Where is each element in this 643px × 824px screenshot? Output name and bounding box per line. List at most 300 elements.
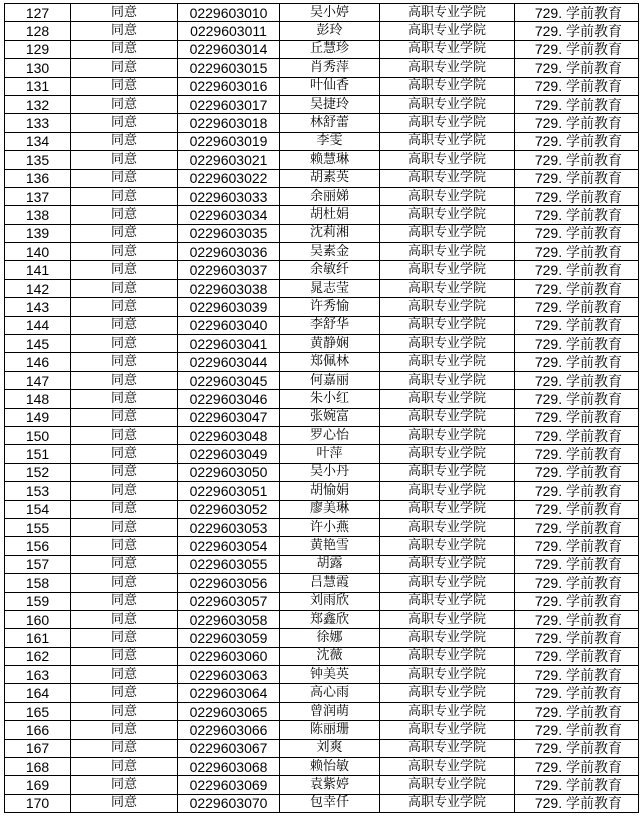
approval-status-cell: 同意: [71, 206, 178, 224]
row-number-cell: 164: [5, 684, 71, 702]
major-cell: 729. 学前教育: [515, 243, 639, 261]
approval-status-cell: 同意: [71, 463, 178, 481]
major-cell: 729. 学前教育: [515, 132, 639, 150]
table-row: [5, 610, 639, 628]
college-cell: 高职专业学院: [380, 4, 515, 22]
major-cell: 729. 学前教育: [515, 224, 639, 242]
table-row: [5, 500, 639, 518]
approval-status-cell: 同意: [71, 518, 178, 536]
major-cell: 729. 学前教育: [515, 794, 639, 812]
row-number-cell: 137: [5, 187, 71, 205]
college-cell: 高职专业学院: [380, 408, 515, 426]
college-cell: 高职专业学院: [380, 261, 515, 279]
student-name-cell: 赖怡敏: [280, 758, 380, 776]
row-number-cell: 165: [5, 702, 71, 720]
college-cell: 高职专业学院: [380, 243, 515, 261]
approval-status-cell: 同意: [71, 279, 178, 297]
student-name-cell: 朱小红: [280, 390, 380, 408]
approval-status-cell: 同意: [71, 77, 178, 95]
row-number-cell: 127: [5, 4, 71, 22]
student-id-cell: 0229603021: [178, 151, 280, 169]
student-name-cell: 叶仙香: [280, 77, 380, 95]
student-id-cell: 0229603070: [178, 794, 280, 812]
college-cell: 高职专业学院: [380, 463, 515, 481]
row-number-cell: 128: [5, 22, 71, 40]
approval-status-cell: 同意: [71, 794, 178, 812]
table-row: [5, 702, 639, 720]
row-number-cell: 142: [5, 279, 71, 297]
approval-status-cell: 同意: [71, 261, 178, 279]
student-id-cell: 0229603067: [178, 739, 280, 757]
row-number-cell: 129: [5, 40, 71, 58]
college-cell: 高职专业学院: [380, 739, 515, 757]
student-id-cell: 0229603016: [178, 77, 280, 95]
row-number-cell: 133: [5, 114, 71, 132]
college-cell: 高职专业学院: [380, 482, 515, 500]
row-number-cell: 153: [5, 482, 71, 500]
approval-status-cell: 同意: [71, 151, 178, 169]
student-name-cell: 陈丽珊: [280, 721, 380, 739]
student-name-cell: 余敏纤: [280, 261, 380, 279]
table-row: [5, 574, 639, 592]
table-row: [5, 224, 639, 242]
row-number-cell: 160: [5, 610, 71, 628]
student-id-cell: 0229603068: [178, 758, 280, 776]
student-id-cell: 0229603038: [178, 279, 280, 297]
table-row: [5, 390, 639, 408]
row-number-cell: 145: [5, 335, 71, 353]
student-name-cell: 吴素金: [280, 243, 380, 261]
row-number-cell: 167: [5, 739, 71, 757]
major-cell: 729. 学前教育: [515, 592, 639, 610]
table-row: [5, 95, 639, 113]
student-id-cell: 0229603011: [178, 22, 280, 40]
student-name-cell: 郑佩林: [280, 353, 380, 371]
table-row: [5, 482, 639, 500]
student-name-cell: 高心雨: [280, 684, 380, 702]
row-number-cell: 162: [5, 647, 71, 665]
approval-status-cell: 同意: [71, 702, 178, 720]
major-cell: 729. 学前教育: [515, 4, 639, 22]
row-number-cell: 158: [5, 574, 71, 592]
college-cell: 高职专业学院: [380, 629, 515, 647]
major-cell: 729. 学前教育: [515, 206, 639, 224]
student-name-cell: 吴捷玲: [280, 95, 380, 113]
student-id-cell: 0229603039: [178, 298, 280, 316]
table-row: [5, 279, 639, 297]
student-id-cell: 0229603056: [178, 574, 280, 592]
approval-status-cell: 同意: [71, 555, 178, 573]
row-number-cell: 149: [5, 408, 71, 426]
major-cell: 729. 学前教育: [515, 261, 639, 279]
student-id-cell: 0229603047: [178, 408, 280, 426]
major-cell: 729. 学前教育: [515, 77, 639, 95]
approval-status-cell: 同意: [71, 721, 178, 739]
college-cell: 高职专业学院: [380, 518, 515, 536]
table-row: [5, 463, 639, 481]
college-cell: 高职专业学院: [380, 426, 515, 444]
table-row: [5, 592, 639, 610]
student-id-cell: 0229603018: [178, 114, 280, 132]
college-cell: 高职专业学院: [380, 151, 515, 169]
college-cell: 高职专业学院: [380, 776, 515, 794]
table-row: [5, 371, 639, 389]
approval-status-cell: 同意: [71, 169, 178, 187]
major-cell: 729. 学前教育: [515, 537, 639, 555]
table-row: [5, 22, 639, 40]
table-row: [5, 298, 639, 316]
row-number-cell: 161: [5, 629, 71, 647]
college-cell: 高职专业学院: [380, 702, 515, 720]
college-cell: 高职专业学院: [380, 279, 515, 297]
approval-status-cell: 同意: [71, 537, 178, 555]
major-cell: 729. 学前教育: [515, 408, 639, 426]
approval-status-cell: 同意: [71, 776, 178, 794]
major-cell: 729. 学前教育: [515, 390, 639, 408]
approval-status-cell: 同意: [71, 739, 178, 757]
table-row: [5, 114, 639, 132]
student-id-cell: 0229603046: [178, 390, 280, 408]
student-name-cell: 余丽娣: [280, 187, 380, 205]
student-name-cell: 曾润萌: [280, 702, 380, 720]
row-number-cell: 134: [5, 132, 71, 150]
row-number-cell: 140: [5, 243, 71, 261]
row-number-cell: 135: [5, 151, 71, 169]
student-id-cell: 0229603041: [178, 335, 280, 353]
major-cell: 729. 学前教育: [515, 151, 639, 169]
major-cell: 729. 学前教育: [515, 739, 639, 757]
approval-status-cell: 同意: [71, 243, 178, 261]
college-cell: 高职专业学院: [380, 187, 515, 205]
approval-status-cell: 同意: [71, 426, 178, 444]
row-number-cell: 168: [5, 758, 71, 776]
major-cell: 729. 学前教育: [515, 187, 639, 205]
major-cell: 729. 学前教育: [515, 574, 639, 592]
college-cell: 高职专业学院: [380, 169, 515, 187]
student-id-cell: 0229603044: [178, 353, 280, 371]
college-cell: 高职专业学院: [380, 537, 515, 555]
student-name-cell: 钟美英: [280, 666, 380, 684]
approval-status-cell: 同意: [71, 647, 178, 665]
major-cell: 729. 学前教育: [515, 353, 639, 371]
college-cell: 高职专业学院: [380, 647, 515, 665]
approval-status-cell: 同意: [71, 666, 178, 684]
student-name-cell: 胡露: [280, 555, 380, 573]
college-cell: 高职专业学院: [380, 721, 515, 739]
row-number-cell: 136: [5, 169, 71, 187]
student-name-cell: 刘爽: [280, 739, 380, 757]
student-id-cell: 0229603063: [178, 666, 280, 684]
major-cell: 729. 学前教育: [515, 482, 639, 500]
student-name-cell: 沈莉湘: [280, 224, 380, 242]
table-row: [5, 739, 639, 757]
college-cell: 高职专业学院: [380, 610, 515, 628]
major-cell: 729. 学前教育: [515, 758, 639, 776]
student-id-cell: 0229603048: [178, 426, 280, 444]
student-id-cell: 0229603052: [178, 500, 280, 518]
approval-status-cell: 同意: [71, 390, 178, 408]
major-cell: 729. 学前教育: [515, 371, 639, 389]
student-id-cell: 0229603037: [178, 261, 280, 279]
row-number-cell: 132: [5, 95, 71, 113]
student-id-cell: 0229603066: [178, 721, 280, 739]
student-name-cell: 郑鑫欣: [280, 610, 380, 628]
major-cell: 729. 学前教育: [515, 684, 639, 702]
row-number-cell: 143: [5, 298, 71, 316]
row-number-cell: 154: [5, 500, 71, 518]
student-name-cell: 胡杜娟: [280, 206, 380, 224]
college-cell: 高职专业学院: [380, 40, 515, 58]
student-name-cell: 赖慧琳: [280, 151, 380, 169]
student-list-table: [4, 3, 639, 813]
table-row: [5, 794, 639, 812]
major-cell: 729. 学前教育: [515, 500, 639, 518]
row-number-cell: 151: [5, 445, 71, 463]
student-id-cell: 0229603036: [178, 243, 280, 261]
student-name-cell: 李雯: [280, 132, 380, 150]
college-cell: 高职专业学院: [380, 371, 515, 389]
student-id-cell: 0229603050: [178, 463, 280, 481]
major-cell: 729. 学前教育: [515, 702, 639, 720]
college-cell: 高职专业学院: [380, 59, 515, 77]
student-name-cell: 廖美琳: [280, 500, 380, 518]
college-cell: 高职专业学院: [380, 353, 515, 371]
row-number-cell: 148: [5, 390, 71, 408]
student-id-cell: 0229603049: [178, 445, 280, 463]
student-id-cell: 0229603034: [178, 206, 280, 224]
student-id-cell: 0229603065: [178, 702, 280, 720]
approval-status-cell: 同意: [71, 4, 178, 22]
table-row: [5, 629, 639, 647]
student-name-cell: 胡愉娟: [280, 482, 380, 500]
approval-status-cell: 同意: [71, 371, 178, 389]
college-cell: 高职专业学院: [380, 206, 515, 224]
student-id-cell: 0229603051: [178, 482, 280, 500]
college-cell: 高职专业学院: [380, 684, 515, 702]
major-cell: 729. 学前教育: [515, 721, 639, 739]
student-name-cell: 李舒华: [280, 316, 380, 334]
row-number-cell: 139: [5, 224, 71, 242]
table-row: [5, 353, 639, 371]
table-row: [5, 555, 639, 573]
row-number-cell: 144: [5, 316, 71, 334]
row-number-cell: 138: [5, 206, 71, 224]
major-cell: 729. 学前教育: [515, 335, 639, 353]
college-cell: 高职专业学院: [380, 445, 515, 463]
approval-status-cell: 同意: [71, 40, 178, 58]
table-row: [5, 537, 639, 555]
major-cell: 729. 学前教育: [515, 298, 639, 316]
student-id-cell: 0229603014: [178, 40, 280, 58]
student-id-cell: 0229603015: [178, 59, 280, 77]
approval-status-cell: 同意: [71, 610, 178, 628]
college-cell: 高职专业学院: [380, 132, 515, 150]
college-cell: 高职专业学院: [380, 390, 515, 408]
college-cell: 高职专业学院: [380, 224, 515, 242]
table-row: [5, 206, 639, 224]
approval-status-cell: 同意: [71, 758, 178, 776]
major-cell: 729. 学前教育: [515, 518, 639, 536]
row-number-cell: 147: [5, 371, 71, 389]
major-cell: 729. 学前教育: [515, 114, 639, 132]
college-cell: 高职专业学院: [380, 500, 515, 518]
row-number-cell: 155: [5, 518, 71, 536]
row-number-cell: 146: [5, 353, 71, 371]
student-id-cell: 0229603057: [178, 592, 280, 610]
table-row: [5, 445, 639, 463]
college-cell: 高职专业学院: [380, 77, 515, 95]
major-cell: 729. 学前教育: [515, 445, 639, 463]
student-name-cell: 晁志莹: [280, 279, 380, 297]
table-row: [5, 243, 639, 261]
student-id-cell: 0229603053: [178, 518, 280, 536]
row-number-cell: 163: [5, 666, 71, 684]
approval-status-cell: 同意: [71, 353, 178, 371]
row-number-cell: 156: [5, 537, 71, 555]
student-name-cell: 刘雨欣: [280, 592, 380, 610]
major-cell: 729. 学前教育: [515, 169, 639, 187]
college-cell: 高职专业学院: [380, 555, 515, 573]
table-row: [5, 721, 639, 739]
student-id-cell: 0229603055: [178, 555, 280, 573]
major-cell: 729. 学前教育: [515, 629, 639, 647]
table-row: [5, 426, 639, 444]
college-cell: 高职专业学院: [380, 666, 515, 684]
college-cell: 高职专业学院: [380, 592, 515, 610]
table-row: [5, 316, 639, 334]
college-cell: 高职专业学院: [380, 335, 515, 353]
table-row: [5, 647, 639, 665]
student-id-cell: 0229603045: [178, 371, 280, 389]
table-row: [5, 77, 639, 95]
approval-status-cell: 同意: [71, 574, 178, 592]
major-cell: 729. 学前教育: [515, 40, 639, 58]
table-row: [5, 261, 639, 279]
student-id-cell: 0229603059: [178, 629, 280, 647]
college-cell: 高职专业学院: [380, 574, 515, 592]
approval-status-cell: 同意: [71, 684, 178, 702]
table-row: [5, 335, 639, 353]
approval-status-cell: 同意: [71, 224, 178, 242]
approval-status-cell: 同意: [71, 95, 178, 113]
college-cell: 高职专业学院: [380, 95, 515, 113]
student-name-cell: 黄艳雪: [280, 537, 380, 555]
major-cell: 729. 学前教育: [515, 776, 639, 794]
row-number-cell: 169: [5, 776, 71, 794]
student-id-cell: 0229603019: [178, 132, 280, 150]
table-row: [5, 59, 639, 77]
major-cell: 729. 学前教育: [515, 59, 639, 77]
table-row: [5, 4, 639, 22]
table-row: [5, 684, 639, 702]
table-row: [5, 518, 639, 536]
student-name-cell: 丘慧珍: [280, 40, 380, 58]
student-name-cell: 包幸仟: [280, 794, 380, 812]
student-id-cell: 0229603060: [178, 647, 280, 665]
row-number-cell: 166: [5, 721, 71, 739]
major-cell: 729. 学前教育: [515, 316, 639, 334]
student-name-cell: 罗心怡: [280, 426, 380, 444]
major-cell: 729. 学前教育: [515, 95, 639, 113]
table-row: [5, 666, 639, 684]
college-cell: 高职专业学院: [380, 114, 515, 132]
student-name-cell: 彭玲: [280, 22, 380, 40]
major-cell: 729. 学前教育: [515, 610, 639, 628]
table-row: [5, 169, 639, 187]
table-row: [5, 776, 639, 794]
approval-status-cell: 同意: [71, 500, 178, 518]
student-name-cell: 吴小丹: [280, 463, 380, 481]
row-number-cell: 130: [5, 59, 71, 77]
college-cell: 高职专业学院: [380, 316, 515, 334]
approval-status-cell: 同意: [71, 22, 178, 40]
major-cell: 729. 学前教育: [515, 666, 639, 684]
approval-status-cell: 同意: [71, 132, 178, 150]
row-number-cell: 150: [5, 426, 71, 444]
approval-status-cell: 同意: [71, 59, 178, 77]
college-cell: 高职专业学院: [380, 758, 515, 776]
table-row: [5, 758, 639, 776]
student-name-cell: 许小燕: [280, 518, 380, 536]
approval-status-cell: 同意: [71, 335, 178, 353]
student-name-cell: 张婉富: [280, 408, 380, 426]
student-name-cell: 黄静娴: [280, 335, 380, 353]
student-name-cell: 叶萍: [280, 445, 380, 463]
student-name-cell: 徐娜: [280, 629, 380, 647]
row-number-cell: 157: [5, 555, 71, 573]
approval-status-cell: 同意: [71, 187, 178, 205]
student-name-cell: 沈薇: [280, 647, 380, 665]
table-row: [5, 40, 639, 58]
student-id-cell: 0229603064: [178, 684, 280, 702]
student-id-cell: 0229603010: [178, 4, 280, 22]
college-cell: 高职专业学院: [380, 298, 515, 316]
student-id-cell: 0229603033: [178, 187, 280, 205]
student-id-cell: 0229603040: [178, 316, 280, 334]
college-cell: 高职专业学院: [380, 22, 515, 40]
approval-status-cell: 同意: [71, 298, 178, 316]
table-row: [5, 151, 639, 169]
approval-status-cell: 同意: [71, 408, 178, 426]
approval-status-cell: 同意: [71, 445, 178, 463]
approval-status-cell: 同意: [71, 592, 178, 610]
table-row: [5, 408, 639, 426]
approval-status-cell: 同意: [71, 316, 178, 334]
student-id-cell: 0229603022: [178, 169, 280, 187]
student-id-cell: 0229603069: [178, 776, 280, 794]
row-number-cell: 152: [5, 463, 71, 481]
student-id-cell: 0229603054: [178, 537, 280, 555]
row-number-cell: 131: [5, 77, 71, 95]
student-name-cell: 吴小婷: [280, 4, 380, 22]
student-id-cell: 0229603017: [178, 95, 280, 113]
student-name-cell: 何嘉丽: [280, 371, 380, 389]
table-row: [5, 187, 639, 205]
major-cell: 729. 学前教育: [515, 647, 639, 665]
table-body: [5, 4, 639, 813]
row-number-cell: 170: [5, 794, 71, 812]
major-cell: 729. 学前教育: [515, 279, 639, 297]
major-cell: 729. 学前教育: [515, 555, 639, 573]
major-cell: 729. 学前教育: [515, 426, 639, 444]
student-id-cell: 0229603035: [178, 224, 280, 242]
student-id-cell: 0229603058: [178, 610, 280, 628]
major-cell: 729. 学前教育: [515, 22, 639, 40]
row-number-cell: 159: [5, 592, 71, 610]
approval-status-cell: 同意: [71, 629, 178, 647]
approval-status-cell: 同意: [71, 114, 178, 132]
student-name-cell: 林舒蕾: [280, 114, 380, 132]
